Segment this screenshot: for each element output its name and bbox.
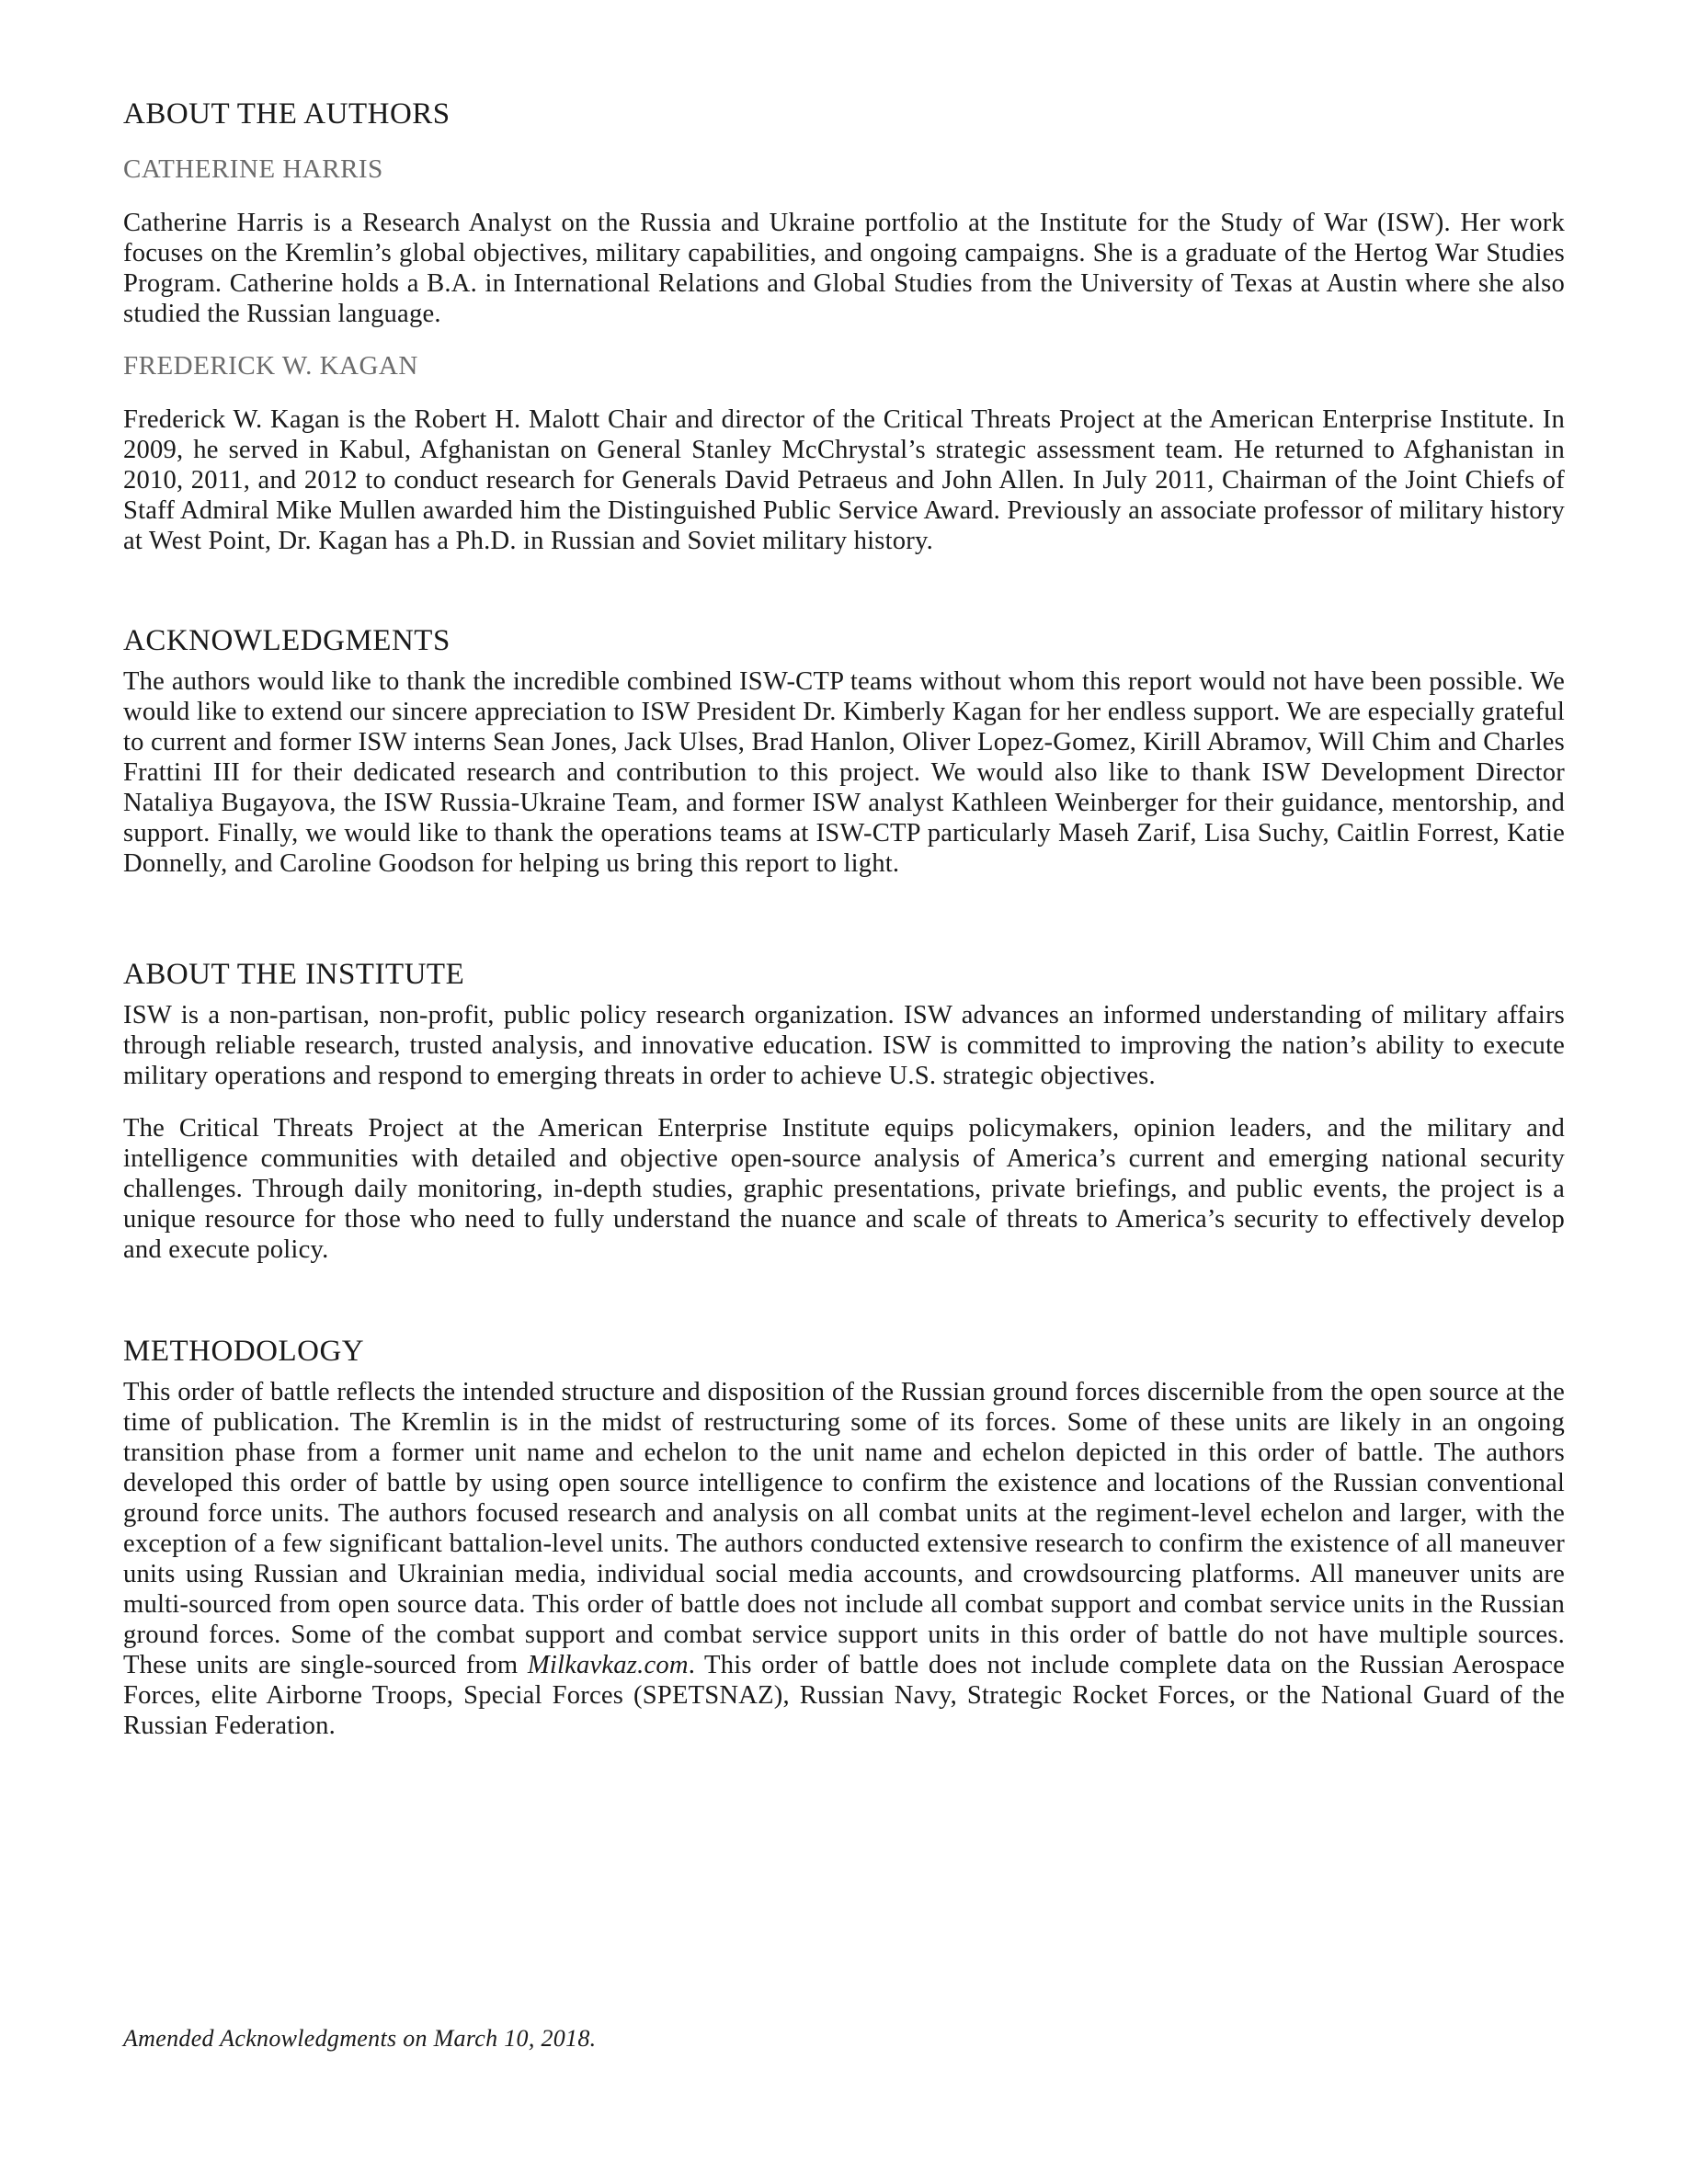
about-authors-heading: ABOUT THE AUTHORS — [123, 97, 451, 131]
isw-description: ISW is a non-partisan, non-profit, public policy research organization. ISW advances an informed understanding of military affairs through reliable research, trusted analysis, and innovative education. ISW is committed to improving the nation’s ability to execute military operations and respond to emerging threats in order to achieve U.S. strategic objectives. — [123, 1001, 1565, 1090]
author-bio-harris: Catherine Harris is a Research Analyst on the Russia and Ukraine portfolio at the Institute for the Study of War (ISW). Her work focuses on the Kremlin’s global objectives, military capabilities, and ongoing campaigns. She is a graduate of the Hertog War Studies Program. Catherine holds a B.A. in International Relations and Global Studies from the University of Texas at Austin where she also studied the Russian language. — [123, 209, 1565, 328]
methodology-text — [123, 1377, 1565, 1741]
acknowledgments-heading: ACKNOWLEDGMENTS — [123, 624, 451, 657]
amendment-footnote: Amended Acknowledgments on March 10, 2018. — [123, 2025, 597, 2052]
methodology-heading: METHODOLOGY — [123, 1335, 365, 1368]
methodology-text-part2: . This order of battle does not include complete data on the Russian Aerospace Forces, elite Airborne Troops, Special Forces (SPETSNAZ), Russian Navy, Strategic Rocket Forces, or the National Guard of the Russian Federation. — [123, 1651, 1565, 1740]
author-bio-kagan: Frederick W. Kagan is the Robert H. Malott Chair and director of the Critical Threats Project at the American Enterprise Institute. In 2009, he served in Kabul, Afghanistan on General Stanley McChrystal’s strategic assessment team. He returned to Afghanistan in 2010, 2011, and 2012 to conduct research for Generals David Petraeus and John Allen. In July 2011, Chairman of the Joint Chiefs of Staff Admiral Mike Mullen awarded him the Distinguished Public Service Award. Previously an associate professor of military history at West Point, Dr. Kagan has a Ph.D. in Russian and Soviet military history. — [123, 405, 1565, 555]
methodology-text-part1: This order of battle reflects the intended structure and disposition of the Russian ground forces discernible from the open source at the time of publication. The Kremlin is in the midst of restructuring some of its forces. Some of these units are likely in an ongoing transition phase from a former unit name and echelon to the unit name and echelon depicted in this order of battle. The authors developed this order of battle by using open source intelligence to confirm the existence and locations of the Russian conventional ground force units. The authors focused research and analysis on all combat units at the regiment-level echelon and larger, with the exception of a few significant battalion-level units. The authors conducted extensive research to confirm the existence of all maneuver units using Russian and Ukrainian media, individual social media accounts, and crowdsourcing platforms. All maneuver units are multi-sourced from open source data. This order of battle does not include all combat support and combat service units in the Russian ground forces. Some of the combat support and combat service support units in this order of battle do not have multiple sources. These units are single-sourced from — [123, 1378, 1565, 1679]
page-content — [123, 92, 1565, 1741]
about-institute-heading: ABOUT THE INSTITUTE — [123, 958, 465, 991]
source-name: Milkavkaz.com — [527, 1651, 689, 1679]
author-name-kagan: FREDERICK W. KAGAN — [123, 351, 418, 381]
author-name-harris: CATHERINE HARRIS — [123, 154, 383, 184]
ctp-description: The Critical Threats Project at the American Enterprise Institute equips policymakers, opinion leaders, and the military and intelligence communities with detailed and objective open-source analysis of America’s current and emerging national security challenges. Through daily monitoring, in-depth studies, graphic presentations, private briefings, and public events, the project is a unique resource for those who need to fully understand the nuance and scale of threats to America’s security to effectively develop and execute policy. — [123, 1114, 1565, 1264]
acknowledgments-text: The authors would like to thank the incredible combined ISW-CTP teams without whom this report would not have been possible. We would like to extend our sincere appreciation to ISW President Dr. Kimberly Kagan for her endless support. We are especially grateful to current and former ISW interns Sean Jones, Jack Ulses, Brad Hanlon, Oliver Lopez-Gomez, Kirill Abramov, Will Chim and Charles Frattini III for their dedicated research and contribution to this project. We would also like to thank ISW Development Director Nataliya Bugayova, the ISW Russia-Ukraine Team, and former ISW analyst Kathleen Weinberger for their guidance, mentorship, and support. Finally, we would like to thank the operations teams at ISW-CTP particularly Maseh Zarif, Lisa Suchy, Caitlin Forrest, Katie Donnelly, and Caroline Goodson for helping us bring this report to light. — [123, 667, 1565, 878]
